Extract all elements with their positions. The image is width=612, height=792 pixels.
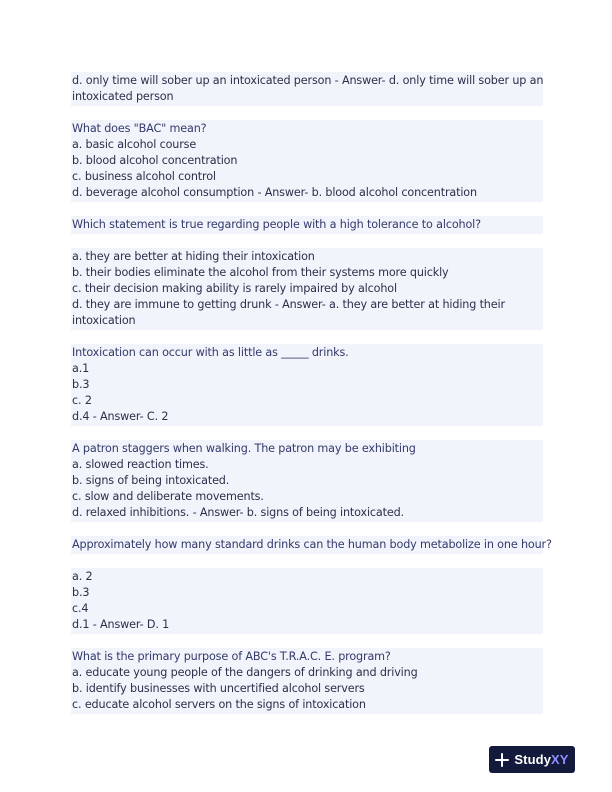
blank-line: [72, 329, 542, 345]
option-line: b. identify businesses with uncertified alcohol servers: [72, 681, 542, 697]
question-line: Which statement is true regarding people with a high tolerance to alcohol?: [72, 217, 542, 233]
answer-line: intoxicated person: [72, 89, 542, 105]
brand-accent: XY: [551, 752, 569, 767]
option-line: c. business alcohol control: [72, 169, 542, 185]
option-line: c. slow and deliberate movements.: [72, 489, 542, 505]
document-body: [72, 73, 552, 713]
option-line: b. their bodies eliminate the alcohol from their systems more quickly: [72, 265, 542, 281]
blank-line: [72, 233, 542, 249]
option-line: a.1: [72, 361, 542, 377]
answer-line: d. relaxed inhibitions. - Answer- b. signs of being intoxicated.: [72, 505, 542, 521]
blank-line: [72, 201, 542, 217]
brand-main: Study: [514, 752, 552, 767]
option-line: c. their decision making ability is rarely impaired by alcohol: [72, 281, 542, 297]
blank-line: [72, 633, 542, 649]
option-line: b. signs of being intoxicated.: [72, 473, 542, 489]
question-line: Intoxication can occur with as little as _____ drinks.: [72, 345, 542, 361]
blank-line: [72, 425, 542, 441]
answer-line: d. they are immune to getting drunk - Answer- a. they are better at hiding their: [72, 297, 542, 313]
plus-icon: [495, 753, 509, 767]
question-line: A patron staggers when walking. The patron may be exhibiting: [72, 441, 542, 457]
option-line: a. slowed reaction times.: [72, 457, 542, 473]
question-line: What does "BAC" mean?: [72, 121, 542, 137]
option-line: a. 2: [72, 569, 542, 585]
option-line: b. blood alcohol concentration: [72, 153, 542, 169]
studyxy-badge[interactable]: [489, 746, 575, 773]
option-line: a. they are better at hiding their intoxication: [72, 249, 542, 265]
blank-line: [72, 521, 542, 537]
answer-line: d. only time will sober up an intoxicated person - Answer- d. only time will sober up an: [72, 74, 544, 87]
answer-line: d.4 - Answer- C. 2: [72, 409, 542, 425]
question-line: Approximately how many standard drinks can the human body metabolize in one hour?: [72, 538, 552, 551]
option-line: a. educate young people of the dangers of drinking and driving: [72, 665, 542, 681]
option-line: b.3: [72, 377, 542, 393]
blank-line: [72, 553, 542, 569]
option-line: c. 2: [72, 393, 542, 409]
answer-line: d.1 - Answer- D. 1: [72, 617, 542, 633]
blank-line: [72, 105, 542, 121]
option-line: c.4: [72, 601, 542, 617]
option-line: a. basic alcohol course: [72, 137, 542, 153]
answer-line: intoxication: [72, 313, 542, 329]
option-line: c. educate alcohol servers on the signs of intoxication: [72, 697, 542, 713]
brand-name: [514, 752, 568, 767]
question-line: What is the primary purpose of ABC's T.R.A.C. E. program?: [72, 649, 542, 665]
option-line: b.3: [72, 585, 542, 601]
answer-line: d. beverage alcohol consumption - Answer- b. blood alcohol concentration: [72, 185, 542, 201]
